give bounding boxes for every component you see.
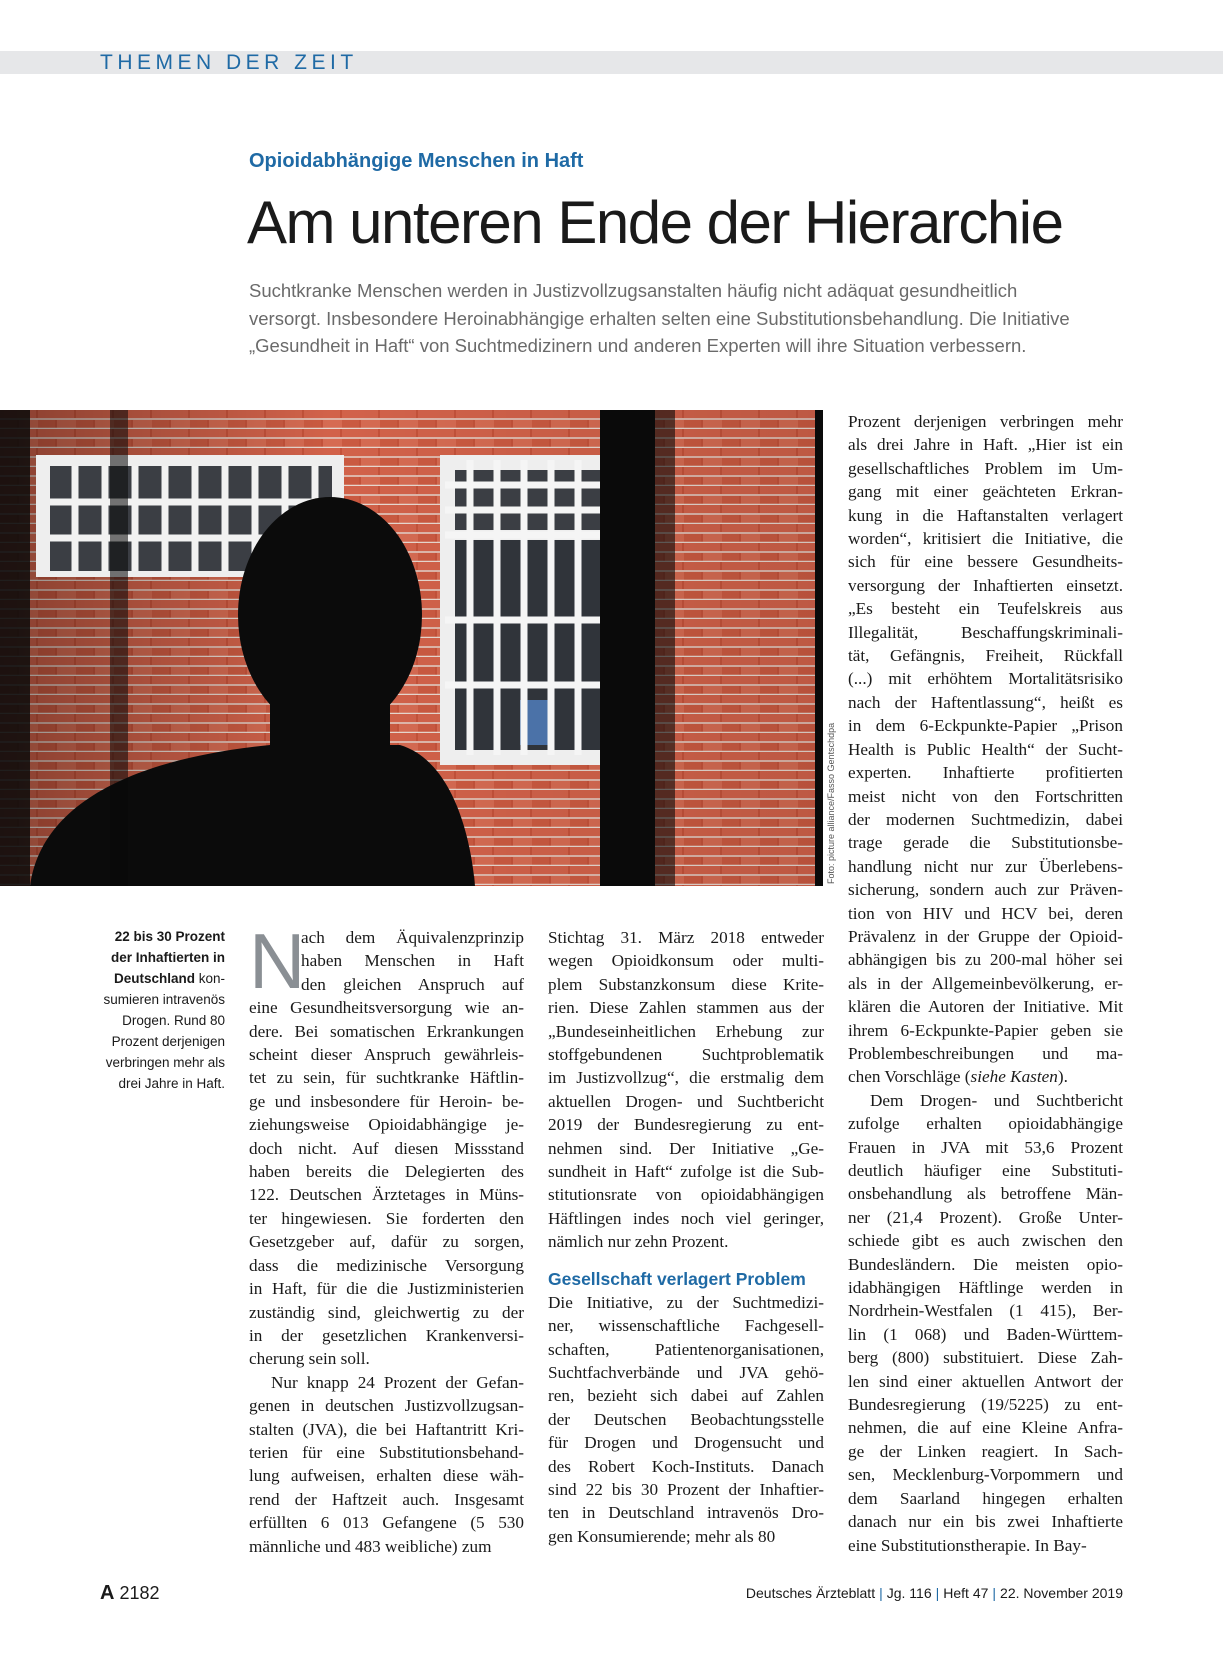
body-line: zufolge erhalten opioidabhängige — [848, 1114, 1123, 1134]
body-line: Illegalität, Beschaffungskriminali- — [848, 622, 1123, 642]
body-line: scheint dieser Anspruch gewährleis- — [249, 1045, 524, 1065]
body-line: gen Konsumierende; mehr als 80 — [548, 1526, 776, 1546]
lead-line: Suchtkranke Menschen werden in Justizvollzugsanstalten häufig nicht adäquat gesundheitlich — [249, 280, 1018, 301]
body-line: haben Menschen in Haft — [301, 951, 524, 971]
body-line: tet zu sein, für suchtkranke Häftlin- — [249, 1068, 524, 1088]
body-line: stoffgebundenen Suchtproblematik — [548, 1045, 824, 1065]
body-line: dem Saarland hingegen erhalten — [848, 1488, 1123, 1508]
body-line: Häftlingen indes noch viel geringer, — [548, 1208, 824, 1228]
body-line: ach dem Äquivalenzprinzip — [301, 928, 524, 947]
body-line: „Bundeseinheitlichen Erhebung zur — [548, 1021, 824, 1041]
caption-text: kon- — [194, 971, 225, 986]
body-line: ihrem 6-Eckpunkte-Papier geben sie — [848, 1020, 1123, 1040]
body-line: Health is Public Health“ der Sucht- — [848, 739, 1123, 759]
body-line: des Robert Koch-Instituts. Danach — [548, 1456, 824, 1476]
caption-bold: der Inhaftierten in — [110, 950, 225, 965]
body-line: sicherung, sondern auch zur Präven- — [848, 880, 1123, 900]
body-line: danach nur ein bis zwei Inhaftierte — [848, 1512, 1123, 1532]
body-line: als in der Allgemeinbevölkerung, er- — [848, 973, 1123, 993]
subheading: Gesellschaft verlagert Problem — [548, 1268, 806, 1289]
body-line: im Justizvollzug“, die erstmalig dem — [548, 1068, 824, 1088]
body-line: „Es besteht ein Teufelskreis aus — [848, 599, 1123, 619]
body-line: meist nicht von den Fortschritten — [848, 786, 1123, 806]
body-line: sich für eine bessere Gesundheits- — [848, 552, 1123, 572]
body-line: der modernen Suchtmedizin, dabei — [848, 809, 1123, 829]
body-line: genen in deutschen Justizvollzugsan- — [249, 1396, 524, 1416]
body-line: ren, bezieht sich dabei auf Zahlen — [548, 1386, 824, 1406]
body-line: erfüllten 6 013 Gefangene (5 530 — [249, 1513, 524, 1533]
photo-credit: Foto: picture alliance/Fasso Gentschdpa — [826, 722, 836, 884]
body-line: nehmen sind. Der Initiative „Ge- — [548, 1138, 824, 1158]
article-lead — [249, 277, 1089, 360]
body-line: nämlich nur zehn Prozent. — [548, 1232, 729, 1252]
section-label: THEMEN DER ZEIT — [100, 51, 358, 74]
body-line: haben bereits die Delegierten des — [249, 1162, 524, 1182]
journal-issue: Heft 47 — [943, 1585, 989, 1601]
caption-bold: Deutschland — [113, 971, 195, 986]
body-line: rend der Haftzeit auch. Insgesamt — [249, 1489, 524, 1509]
body-line: gang mit einer geächteten Erkran- — [848, 482, 1123, 502]
body-line: Die Initiative, zu der Suchtmedizi- — [548, 1292, 824, 1312]
body-line: experten. Inhaftierte profitierten — [848, 763, 1123, 783]
body-line: ner, wissenschaftliche Fachgesell- — [548, 1316, 824, 1336]
journal-info: Deutsches Ärzteblatt | Jg. 116 | Heft 47 | 22. November 2019 — [745, 1585, 1123, 1601]
body-line: worden“, kritisiert die Initiative, die — [848, 529, 1123, 549]
body-line: ter hingewiesen. Sie forderten den — [249, 1208, 524, 1228]
body-text: ). — [1057, 1067, 1068, 1087]
body-line: 2019 der Bundesregierung zu ent- — [548, 1115, 824, 1135]
body-line: in der gesetzlichen Krankenversi- — [249, 1325, 524, 1345]
body-line: ge und insbesondere für Heroin- be- — [249, 1091, 524, 1111]
article-kicker: Opioidabhängige Menschen in Haft — [249, 150, 584, 172]
body-line: lin (1 068) und Baden-Württem- — [848, 1324, 1123, 1344]
lead-line: versorgt. Insbesondere Heroinabhängige erhalten selten eine Substitutionsbehandlung. Die Initiative — [249, 307, 1070, 329]
body-line: zuständig sind, gleichwertig zu der — [249, 1302, 524, 1322]
caption-bold: 22 bis 30 Prozent — [114, 929, 225, 944]
body-line: idabhängigen Häftlinge werden in — [848, 1278, 1123, 1298]
body-line: Prozent derjenigen verbringen mehr — [848, 412, 1123, 431]
body-line: Bundesregierung (19/5225) zu ent- — [848, 1395, 1123, 1415]
body-column-2 — [548, 926, 824, 1548]
body-line: Frauen in JVA mit 53,6 Prozent — [848, 1137, 1123, 1157]
body-line: eine Substitutionstherapie. In Bay- — [848, 1535, 1087, 1555]
box-reference: siehe Kasten — [970, 1067, 1058, 1087]
body-text: chen Vorschläge ( — [848, 1067, 971, 1087]
body-line: nach der Haftentlassung“, heißt es — [848, 692, 1123, 712]
journal-name: Deutsches Ärzteblatt — [745, 1585, 876, 1601]
caption-line: Prozent derjenigen — [111, 1034, 225, 1049]
body-line: dass die medizinische Versorgung — [249, 1255, 524, 1275]
body-line: Suchtfachverbände und JVA gehö- — [548, 1362, 824, 1382]
body-column-1 — [249, 917, 524, 1558]
body-line: klären die Autoren der Initiative. Mit — [848, 997, 1123, 1017]
body-line: (...) mit erhöhtem Mortalitätsrisiko — [848, 669, 1123, 689]
body-line: terien für eine Substitutionsbehand- — [249, 1442, 524, 1462]
body-line: stalten (JVA), die bei Haftantritt Kri- — [249, 1419, 524, 1439]
body-line: Problembeschreibungen und ma- — [848, 1043, 1123, 1063]
body-column-3 — [848, 410, 1123, 1557]
body-line: handlung nicht nur zur Überlebens- — [848, 856, 1123, 876]
body-line: ge der Linken reagiert. In Sach- — [848, 1441, 1123, 1461]
body-line: aktuellen Drogen- und Suchtbericht — [548, 1091, 824, 1111]
body-line: deutlich häufiger eine Substituti- — [848, 1161, 1123, 1180]
body-line: Bundesländern. Die meisten opio- — [848, 1254, 1123, 1274]
body-line: in Haft, für die die Justizministerien — [249, 1279, 524, 1299]
body-line: ner (21,4 Prozent). Große Unter- — [848, 1207, 1123, 1227]
drop-cap: N — [249, 917, 306, 1005]
body-line: wegen Opioidkonsum oder multi- — [548, 951, 824, 971]
body-line: männliche und 483 weibliche) zum — [249, 1536, 492, 1556]
body-line: rien. Diese Zahlen stammen aus der — [548, 998, 824, 1018]
body-line: den gleichen Anspruch auf — [301, 974, 524, 994]
body-line: onsbehandlung als betroffene Män- — [848, 1184, 1123, 1204]
body-line: trage gerade die Substitutionsbe- — [848, 833, 1123, 853]
body-line: versorgung der Inhaftierten einsetzt. — [848, 575, 1123, 595]
body-line: stitutionsrate von opioidabhängigen — [548, 1185, 824, 1205]
body-line: der Deutschen Beobachtungsstelle — [548, 1409, 824, 1429]
body-line: für Drogen und Drogensucht und — [548, 1433, 824, 1453]
caption-line: Drogen. Rund 80 — [122, 1013, 225, 1028]
body-line: dere. Bei somatischen Erkrankungen — [249, 1021, 524, 1041]
body-line: Stichtag 31. März 2018 entweder — [548, 928, 824, 947]
page-prefix: A — [100, 1582, 115, 1604]
body-line: ziehungsweise Opioidabhängige je- — [249, 1115, 524, 1135]
body-line: sind 22 bis 30 Prozent der Inhaftier- — [548, 1479, 824, 1499]
body-line: Nur knapp 24 Prozent der Gefan- — [271, 1372, 524, 1392]
body-line: Prävalenz in der Gruppe der Opioid- — [848, 926, 1123, 946]
body-line: len sind einer aktuellen Antwort der — [848, 1371, 1123, 1391]
body-line: abhängigen bis zu 200-mal höher sei — [848, 950, 1123, 970]
body-line: tät, Gefängnis, Freiheit, Rückfall — [848, 646, 1123, 666]
body-line: berg (800) substituiert. Diese Zah- — [848, 1348, 1123, 1368]
caption-line: verbringen mehr als — [105, 1055, 225, 1070]
prison-photo — [0, 410, 823, 886]
body-line: Dem Drogen- und Suchtbericht — [870, 1090, 1123, 1110]
body-line: tion von HIV und HCV bei, deren — [848, 903, 1123, 923]
body-line: eine Gesundheitsversorgung wie an- — [249, 998, 524, 1018]
photo-caption — [90, 926, 225, 1094]
body-line: ten in Deutschland intravenös Dro- — [548, 1503, 824, 1523]
body-line: sen, Mecklenburg-Vorpommern und — [848, 1465, 1123, 1485]
body-line: in dem 6-Eckpunkte-Papier „Prison — [848, 716, 1123, 736]
caption-line: drei Jahre in Haft. — [118, 1076, 225, 1091]
article-headline: Am unteren Ende der Hierarchie — [247, 189, 1063, 256]
body-line: kung in die Haftanstalten verlagert — [848, 505, 1123, 525]
body-line: doch nicht. Auf diesen Missstand — [249, 1138, 524, 1158]
page-number — [100, 1582, 160, 1605]
journal-volume: Jg. 116 — [886, 1585, 932, 1601]
body-line: als drei Jahre in Haft. „Hier ist ein — [848, 435, 1123, 455]
journal-date: 22. November 2019 — [1000, 1585, 1123, 1601]
lead-line: „Gesundheit in Haft“ von Suchtmedizinern und anderen Experten will ihre Situation verbessern. — [249, 335, 1027, 356]
caption-line: sumieren intravenös — [103, 992, 225, 1007]
body-line: 122. Deutschen Ärztetages in Müns- — [249, 1185, 524, 1205]
body-line: sundheit in Haft“ zufolge ist die Sub- — [548, 1162, 824, 1182]
body-line: cherung sein soll. — [249, 1349, 370, 1369]
body-line: schiede gibt es auch zwischen den — [848, 1231, 1123, 1251]
body-line: Nordrhein-Westfalen (1 415), Ber- — [848, 1301, 1123, 1321]
body-line — [848, 1065, 1123, 1088]
page-number-value: 2182 — [119, 1583, 160, 1603]
body-line: gesellschaftliches Problem im Um- — [848, 458, 1123, 478]
body-line: schaften, Patientenorganisationen, — [548, 1339, 824, 1359]
body-line: nehmen, die auf eine Kleine Anfra- — [848, 1418, 1123, 1438]
body-line: lung aufweisen, erhalten diese wäh- — [249, 1466, 524, 1486]
body-line: plem Substanzkonsum diese Krite- — [548, 974, 824, 994]
body-line: Gesetzgeber auf, dafür zu sorgen, — [249, 1232, 524, 1252]
